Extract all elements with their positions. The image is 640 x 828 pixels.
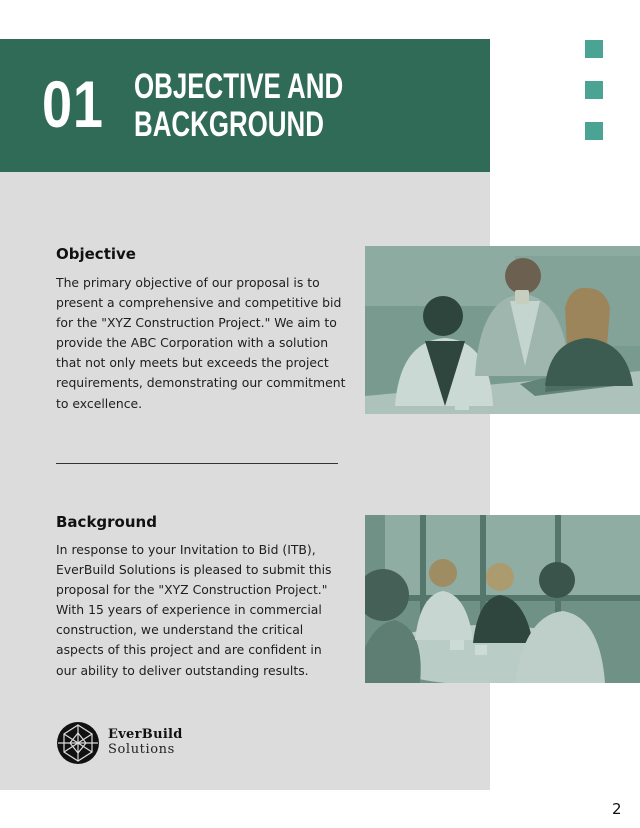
section-number: 01 [42,67,104,141]
decorative-square [585,122,603,140]
section-title-line2: BACKGROUND [134,105,324,144]
section-divider [56,463,338,464]
objective-heading: Objective [56,245,136,263]
brand-name: EverBuild [108,727,183,742]
geodesic-globe-logo-icon [56,721,100,765]
page-number: 2 [612,800,622,818]
decorative-square [585,40,603,58]
decorative-square [585,81,603,99]
background-body: In response to your Invitation to Bid (ITB), EverBuild Solutions is pleased to submit this proposal for the "XYZ Construction Project." With 15 years of experience in commercial construction, we understand the critical aspects of this project and are confident in our ability to deliver outstanding results. [56,542,332,678]
team-meeting-photo [365,246,640,414]
section-title-line1: OBJECTIVE AND [134,67,344,106]
conference-room-photo [365,515,640,683]
brand-subtitle: Solutions [108,742,175,757]
section-title [134,67,344,144]
background-heading: Background [56,513,157,531]
objective-body: The primary objective of our proposal is to present a comprehensive and competitive bid for the "XYZ Construction Project." We aim to provide the ABC Corporation with a solution that not only meets but exceeds the project requirements, demonstrating our commitment to excellence. [56,275,346,411]
